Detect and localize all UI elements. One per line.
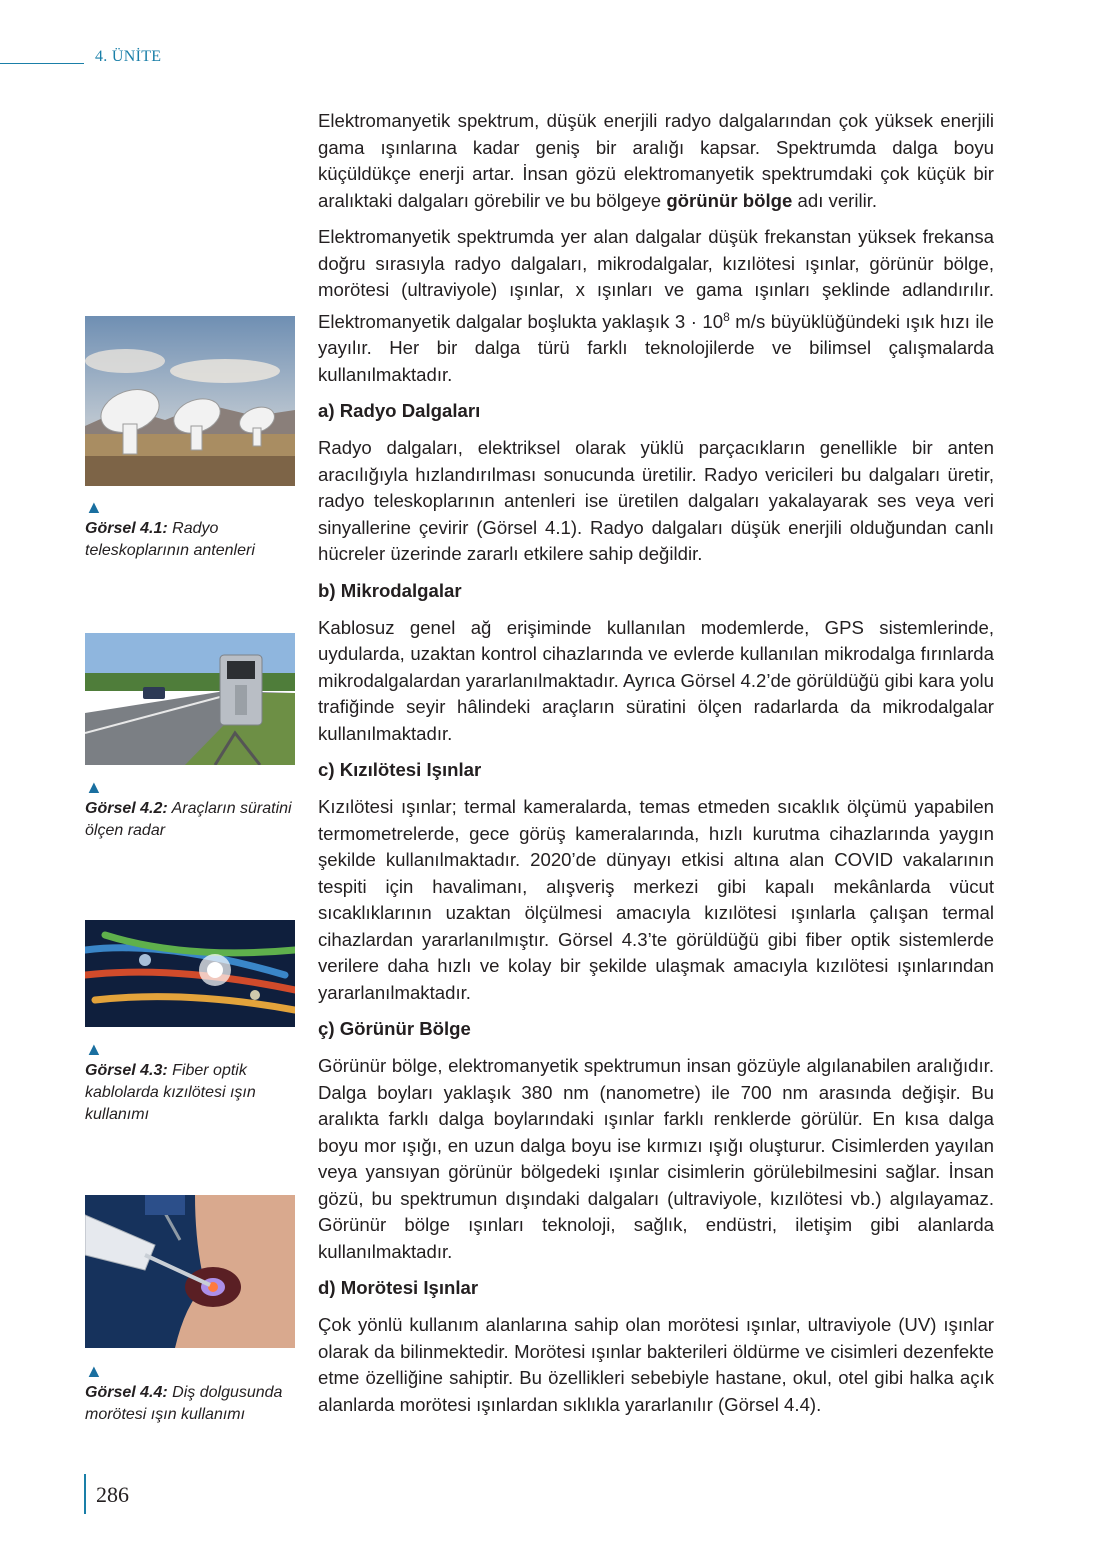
header-rule [0, 63, 84, 64]
caption-figure-4-4 [85, 1362, 295, 1426]
triangle-marker-icon: ▲ [85, 1039, 103, 1059]
heading-radio-waves: a) Radyo Dalgaları [318, 400, 481, 422]
radio-waves-paragraph: Radyo dalgaları, elektriksel olarak yüklü parçacıkların genellikle bir anten aracılığıyla hızlandırılması sonucunda üretilir. Radyo vericileri bu dalgaları üretir, radyo teleskoplarının antenleri ise üretilen dalgaları yakalayarak ses veya veri sinyallerine çevirir (Görsel 4.1). Radyo dalgaları düşük enerjili olduğundan canlı hücreler üzerinde zararlı etkilere sahip değildir. [318, 437, 994, 565]
exponent: 8 [723, 309, 730, 324]
unit-label: 4. ÜNİTE [95, 48, 162, 65]
caption-label: Görsel 4.2: [85, 800, 168, 817]
fiber-optic-image [85, 920, 295, 1027]
visible-region-term: görünür bölge [666, 189, 793, 211]
speed-radar-image [85, 633, 295, 765]
intro-text-end: adı verilir. [792, 189, 878, 211]
spectrum-text: Elektromanyetik spektrumda yer alan dalgalar düşük frekanstan yüksek frekansa doğru sırasıyla radyo dalgaları, mikrodalgalar, kızılötesi ışınlar, görünür bölge, morötesi (ultraviyole) ışınlar, x ışınları ve gama ışınları şeklinde adlandırılır. Elektromanyetik dalgalar boşlukta yaklaşık 3 · 10 [318, 226, 994, 332]
microwaves-paragraph: Kablosuz genel ağ erişiminde kullanılan modemlerde, GPS sistemlerinde, uydularda, uzaktan kontrol cihazlarında ve evlerde kullanılan mikrodalga fırınlarda mikrodalgalardan yararlanılmaktadır. Ayrıca Görsel 4.2’de görüldüğü gibi kara yolu trafiğinde seyir hâlindeki araçların süratini ölçen radarlarda da mikrodalgalar kullanılmaktadır. [318, 616, 994, 744]
caption-text: Fiber optik kablolarda kızılötesi ışın kullanımı [85, 1062, 256, 1123]
ultraviolet-paragraph: Çok yönlü kullanım alanlarına sahip olan morötesi ışınlar, ultraviyole (UV) ışınlar olarak da bilinmektedir. Morötesi ışınlar bakterileri öldürme ve cisimleri dezenfekte etme özelliğine sahiptir. Bu özellikleri sebebiyle hastane, okul, otel gibi halka açık alanlarda morötesi ışınlardan sıklıkla yararlanılır (Görsel 4.4). [318, 1314, 994, 1415]
figure-radio-telescopes [85, 316, 295, 486]
visible-region-paragraph: Görünür bölge, elektromanyetik spektrumun insan gözüyle algılanabilen aralığıdır. Dalga boyları yaklaşık 380 nm (nanometre) ile 700 nm arasında değişir. Bu aralıkta farklı dalga boylarındaki ışınlar farklı renklerde görülür. En kısa dalga boyu mor ışığı, en uzun dalga boyu ise kırmızı ışığı oluşturur. Cisimlerden yayılan veya yansıyan görünür bölgedeki ışınlar cisimlerin görülebilmesini sağlar. İnsan gözü, bu spektrumun dışındaki dalgaları (ultraviyole, kızılötesi vb.) algılayamaz. Görünür bölge ışınları teknoloji, sağlık, endüstri, iletişim gibi alanlarda kullanılmaktadır. [318, 1055, 994, 1262]
footer-rule [84, 1474, 86, 1514]
heading-ultraviolet: d) Morötesi Işınlar [318, 1277, 479, 1299]
page-number: 286 [96, 1482, 129, 1507]
triangle-marker-icon: ▲ [85, 777, 103, 797]
radio-telescopes-image [85, 316, 295, 486]
caption-label: Görsel 4.3: [85, 1062, 168, 1079]
intro-text: Elektromanyetik spektrum, düşük enerjili radyo dalgalarından çok yüksek enerjili gama ışınlarına kadar geniş bir aralığı kapsar. Spektrumda dalga boyu küçüldükçe enerji artar. İnsan gözü elektromanyetik spektrumdaki çok küçük bir aralıktaki dalgaları görebilir ve bu bölgeye [318, 110, 994, 211]
caption-figure-4-2 [85, 778, 295, 842]
caption-figure-4-3 [85, 1040, 295, 1126]
caption-figure-4-1 [85, 498, 295, 562]
caption-label: Görsel 4.1: [85, 520, 168, 537]
uv-dental-image [85, 1195, 295, 1348]
caption-text: Araçların süratini ölçen radar [85, 800, 292, 839]
intro-paragraph-1 [318, 108, 994, 214]
heading-microwaves: b) Mikrodalgalar [318, 579, 462, 601]
heading-infrared: c) Kızılötesi Işınlar [318, 759, 482, 781]
infrared-paragraph: Kızılötesi ışınlar; termal kameralarda, temas etmeden sıcaklık ölçümü yapabilen termometrelerde, gece görüş kameralarında, hızlı kurutma cihazlarında yaygın şekilde kullanılmaktadır. 2020’de dünyayı etkisi altına alan COVID vakalarının tespiti için havalimanı, alışveriş merkezi gibi kapalı mekânlarda vücut sıcaklıklarının uzaktan ölçülmesi amacıyla kızılötesi ışınlarla çalışan termal cihazlardan yararlanılmıştır. Görsel 4.3’te görüldüğü gibi fiber optik sistemlerde verilere daha hızlı ve kolay bir şekilde ulaşmak amacıyla kızılötesi ışınlarından yararlanılmaktadır. [318, 796, 994, 1003]
main-text-column [318, 108, 994, 1428]
figure-uv-dental [85, 1195, 295, 1348]
triangle-marker-icon: ▲ [85, 1361, 103, 1381]
caption-text: Radyo teleskoplarının antenleri [85, 520, 255, 559]
intro-paragraph-2 [318, 224, 994, 388]
triangle-marker-icon: ▲ [85, 497, 103, 517]
figure-fiber-optic [85, 920, 295, 1027]
caption-text: Diş dolgusunda morötesi ışın kullanımı [85, 1384, 283, 1423]
caption-label: Görsel 4.4: [85, 1384, 168, 1401]
figure-speed-radar [85, 633, 295, 765]
spectrum-text-end: m/s büyüklüğündeki ışık hızı ile yayılır. Her bir dalga türü farklı teknolojilerde ve bilimsel çalışmalarda kullanılmaktadır. [318, 310, 994, 385]
heading-visible-region: ç) Görünür Bölge [318, 1018, 471, 1040]
